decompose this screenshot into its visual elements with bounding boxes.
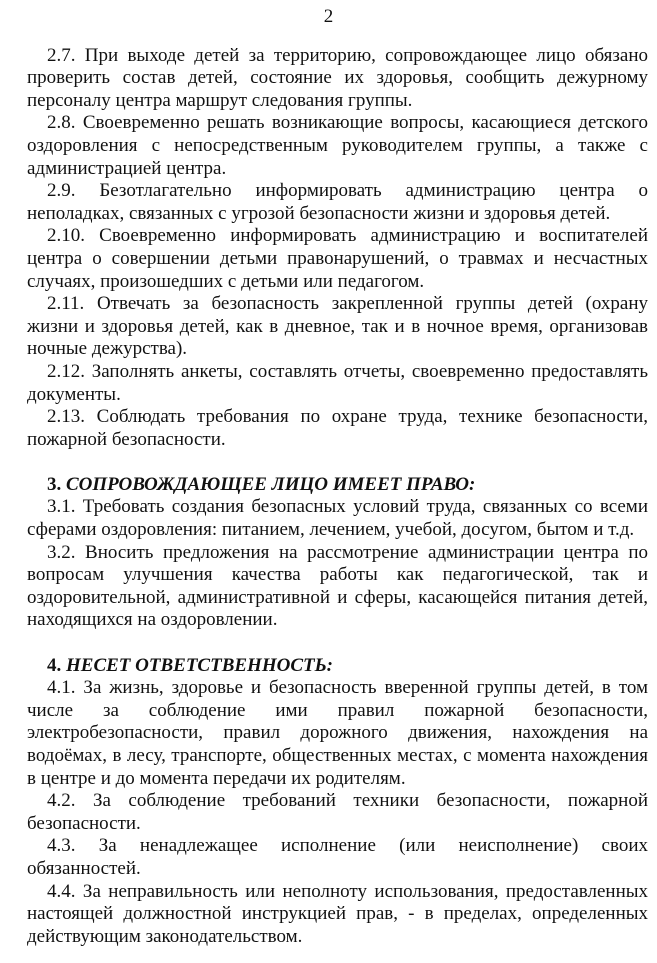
paragraph-2-11: 2.11. Отвечать за безопасность закрепленной группы детей (охрану жизни и здоровья детей, как в дневное, так и в ночное время, организовав ночные дежурства).	[27, 293, 648, 360]
paragraph-2-13: 2.13. Соблюдать требования по охране труда, технике безопасности, пожарной безопасности.	[27, 406, 648, 450]
paragraph-2-10: 2.10. Своевременно информировать администрацию и воспитателей центра о совершении детьми правонарушений, о травмах и несчастных случаях, произошедших с детьми или педагогом.	[27, 225, 648, 292]
paragraph-4-4: 4.4. За неправильность или неполноту использования, предоставленных настоящей должностной инструкцией прав, - в пределах, определенных действующим законодательством.	[27, 880, 648, 947]
paragraph-3-1: 3.1. Требовать создания безопасных условий труда, связанных со всеми сферами оздоровления: питанием, лечением, учебой, досугом, бытом и т.д.	[27, 496, 648, 541]
section-4-title: НЕСЕТ ОТВЕТСТВЕННОСТЬ:	[66, 654, 333, 676]
paragraph-2-7: 2.7. При выходе детей за территорию, сопровождающее лицо обязано проверить состав детей, состояние их здоровья, сообщить дежурному персоналу центра маршрут следования группы.	[27, 44, 648, 111]
section-heading-4	[27, 655, 648, 678]
paragraph-2-9: 2.9. Безотлагательно информировать администрацию центра о неполадках, связанных с угрозой безопасности жизни и здоровья детей.	[27, 180, 648, 224]
page-number: 2	[323, 6, 334, 27]
section-3-number: 3.	[47, 473, 62, 495]
paragraph-2-12: 2.12. Заполнять анкеты, составлять отчеты, своевременно предоставлять документы.	[27, 360, 648, 405]
paragraph-3-2: 3.2. Вносить предложения на рассмотрение администрации центра по вопросам улучшения качества работы как педагогической, так и оздоровительной, административной и сферы, касающейся питания детей, находящихся на оздоровлении.	[27, 541, 648, 631]
section-4-number: 4.	[47, 654, 62, 676]
paragraph-4-1: 4.1. За жизнь, здоровье и безопасность вверенной группы детей, в том числе за соблюдение ими правил пожарной безопасности, электробезопасности, правил дорожного движения, нахождения на водоёмах, в лесу, транспорте, общественных местах, с момента нахождения в центре и до момента передачи их родителям.	[27, 677, 648, 789]
paragraph-4-3: 4.3. За ненадлежащее исполнение (или неисполнение) своих обязанностей.	[27, 835, 648, 879]
section-3-title: СОПРОВОЖДАЮЩЕЕ ЛИЦО ИМЕЕТ ПРАВО:	[66, 473, 476, 495]
paragraph-2-8: 2.8. Своевременно решать возникающие вопросы, касающиеся детского оздоровления с непосредственным руководителем группы, а также с администрацией центра.	[27, 112, 648, 179]
paragraph-4-2: 4.2. За соблюдение требований техники безопасности, пожарной безопасности.	[27, 790, 648, 834]
section-heading-3	[27, 474, 648, 497]
